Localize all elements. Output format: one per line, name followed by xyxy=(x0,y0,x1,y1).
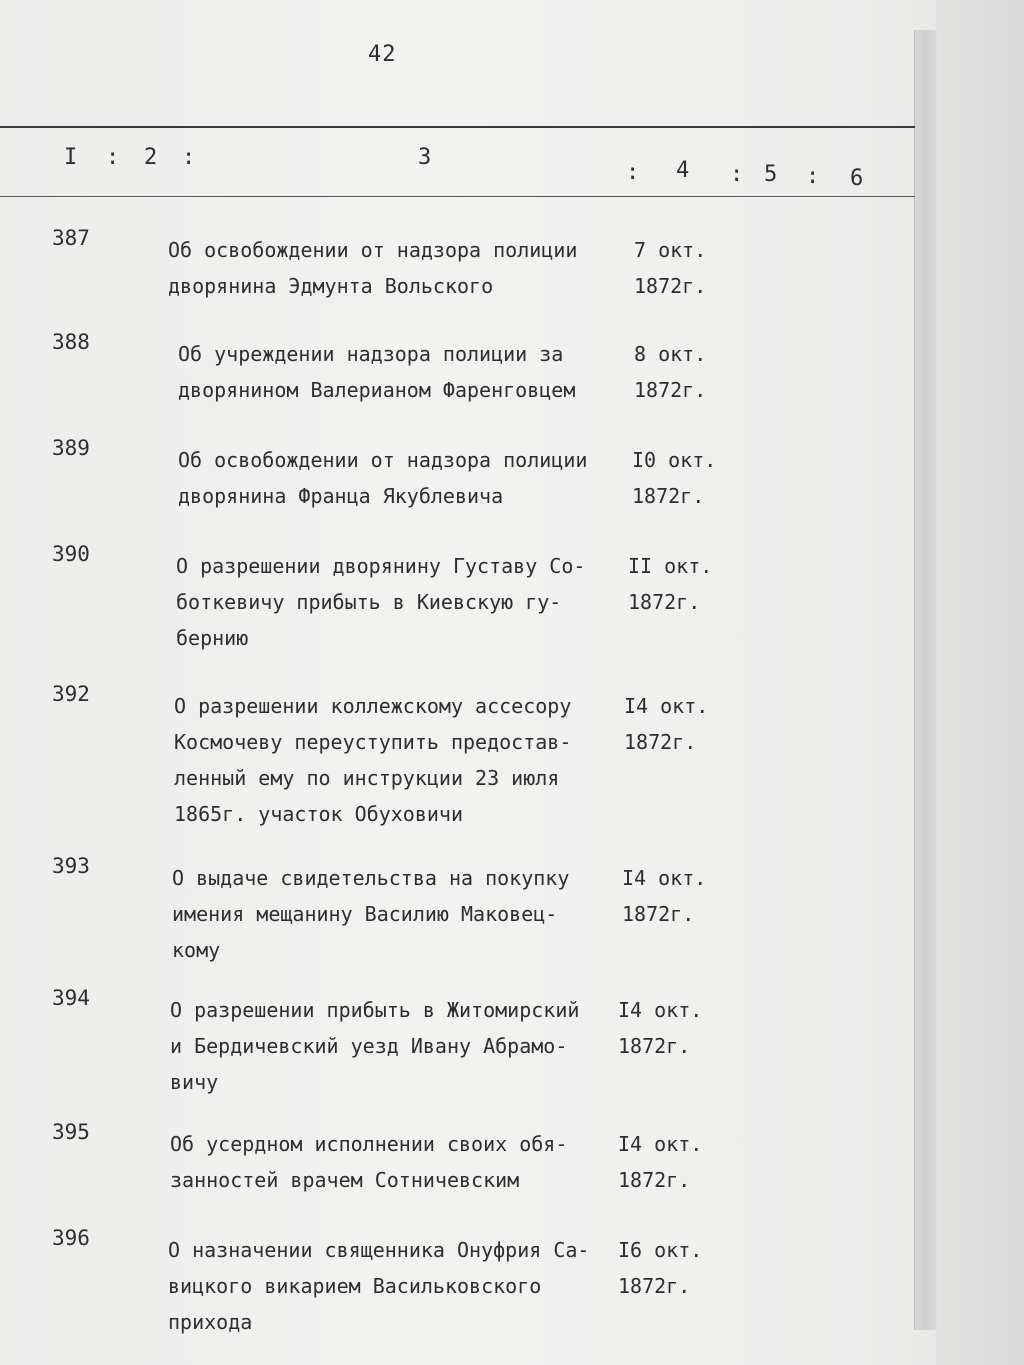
entry-number: 396 xyxy=(52,1226,90,1250)
entry-date: 8 окт. 1872г. xyxy=(634,342,707,402)
entry-number: 394 xyxy=(52,986,90,1010)
entry-date: I4 окт. 1872г. xyxy=(622,866,707,926)
column-separator: : xyxy=(182,145,196,170)
entry-date: I0 окт. 1872г. xyxy=(632,448,717,508)
entry-date: I4 окт. 1872г. xyxy=(618,1132,703,1192)
entry-number: 389 xyxy=(52,436,90,460)
column-header-4: 4 xyxy=(676,158,690,183)
header-top-rule xyxy=(0,126,915,128)
entry-title: О назначении священника Онуфрия Са- вицкого викарием Васильковского прихода xyxy=(168,1238,590,1334)
binder-edge xyxy=(914,30,937,1330)
entry-number: 388 xyxy=(52,330,90,354)
column-header-5: 5 xyxy=(764,162,778,187)
column-header-6: 6 xyxy=(850,166,864,191)
entry-number: 395 xyxy=(52,1120,90,1144)
column-separator: : xyxy=(106,145,120,170)
entry-number: 387 xyxy=(52,226,90,250)
entry-date: I4 окт. 1872г. xyxy=(624,694,709,754)
entry-title: Об освобождении от надзора полиции дворянина Франца Якублевича xyxy=(178,448,588,508)
column-header-1: I xyxy=(64,145,78,170)
entry-number: 392 xyxy=(52,682,90,706)
entry-title: О выдаче свидетельства на покупку имения мещанину Василию Маковец- кому xyxy=(172,866,570,962)
page-number: 42 xyxy=(368,42,397,67)
entry-title: Об освобождении от надзора полиции дворянина Эдмунта Вольского xyxy=(168,238,578,298)
entry-date: I6 окт. 1872г. xyxy=(618,1238,703,1298)
entry-number: 393 xyxy=(52,854,90,878)
entry-title: О разрешении дворянину Густаву Со- боткевичу прибыть в Киевскую гу- бернию xyxy=(176,554,586,650)
column-separator: : xyxy=(626,160,640,185)
underlying-page-edge xyxy=(936,0,1024,1365)
column-separator: : xyxy=(730,162,744,187)
entry-title: Об учреждении надзора полиции за дворянином Валерианом Фаренговцем xyxy=(178,342,576,402)
entry-title: О разрешении коллежскому ассесору Космочеву переуступить предостав- ленный ему по инструкции 23 июля 1865г. участок Обуховичи xyxy=(174,694,572,826)
column-header-3: 3 xyxy=(418,145,432,170)
entry-number: 390 xyxy=(52,542,90,566)
entry-title: О разрешении прибыть в Житомирский и Бердичевский уезд Ивану Абрамо- вичу xyxy=(170,998,580,1094)
column-separator: : xyxy=(806,164,820,189)
header-bottom-rule xyxy=(0,196,915,197)
entry-date: I4 окт. 1872г. xyxy=(618,998,703,1058)
entry-date: 7 окт. 1872г. xyxy=(634,238,707,298)
column-header-2: 2 xyxy=(144,145,158,170)
entry-title: Об усердном исполнении своих обя- занностей врачем Сотничевским xyxy=(170,1132,568,1192)
entry-date: II окт. 1872г. xyxy=(628,554,713,614)
